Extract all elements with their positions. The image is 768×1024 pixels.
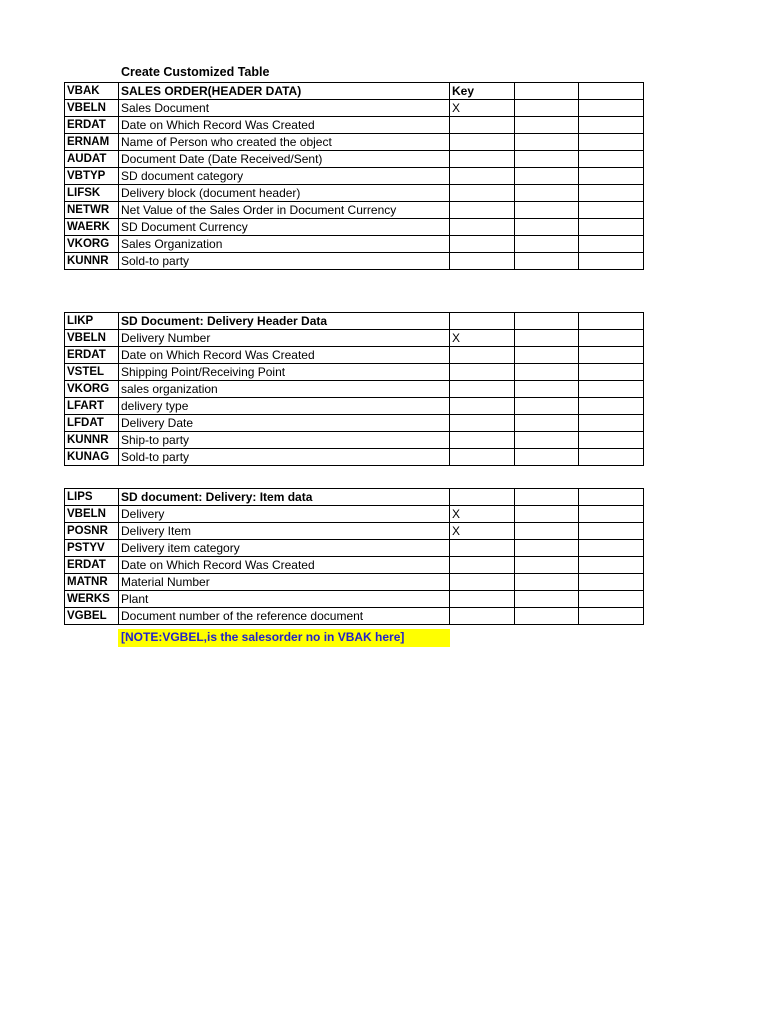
- field-code-cell[interactable]: WERKS: [65, 591, 119, 608]
- empty-cell[interactable]: [579, 100, 644, 117]
- note-highlight: [NOTE:VGBEL,is the salesorder no in VBAK here]: [118, 629, 450, 647]
- key-cell[interactable]: X: [450, 523, 515, 540]
- sheet-title: Create Customized Table: [121, 65, 270, 79]
- field-description-cell[interactable]: SD document: Delivery: Item data: [119, 489, 450, 506]
- key-cell[interactable]: [450, 489, 515, 506]
- field-code-cell[interactable]: VBELN: [65, 330, 119, 347]
- empty-cell[interactable]: [579, 381, 644, 398]
- field-code-cell[interactable]: LIPS: [65, 489, 119, 506]
- key-cell[interactable]: [450, 449, 515, 466]
- field-description-cell[interactable]: delivery type: [119, 398, 450, 415]
- field-code-cell[interactable]: VSTEL: [65, 364, 119, 381]
- key-cell[interactable]: [450, 608, 515, 625]
- empty-cell[interactable]: [515, 134, 579, 151]
- field-description-cell[interactable]: SD Document Currency: [119, 219, 450, 236]
- table-row: [65, 151, 644, 168]
- table-header-row: [65, 313, 644, 330]
- field-code-cell[interactable]: LFDAT: [65, 415, 119, 432]
- field-description-cell[interactable]: Date on Which Record Was Created: [119, 117, 450, 134]
- field-description-cell[interactable]: Date on Which Record Was Created: [119, 557, 450, 574]
- table-row: [65, 523, 644, 540]
- empty-cell[interactable]: [515, 381, 579, 398]
- field-code-cell[interactable]: LFART: [65, 398, 119, 415]
- empty-cell[interactable]: [579, 134, 644, 151]
- empty-cell[interactable]: [515, 151, 579, 168]
- field-description-cell[interactable]: Ship-to party: [119, 432, 450, 449]
- table-row: [65, 432, 644, 449]
- field-code-cell[interactable]: ERDAT: [65, 347, 119, 364]
- table-row: [65, 347, 644, 364]
- key-cell[interactable]: [450, 381, 515, 398]
- field-description-cell[interactable]: Date on Which Record Was Created: [119, 347, 450, 364]
- key-cell[interactable]: X: [450, 506, 515, 523]
- field-code-cell[interactable]: KUNNR: [65, 253, 119, 270]
- field-description-cell[interactable]: SALES ORDER(HEADER DATA): [119, 83, 450, 100]
- field-code-cell[interactable]: LIFSK: [65, 185, 119, 202]
- empty-cell[interactable]: [515, 100, 579, 117]
- table-row: [65, 608, 644, 625]
- empty-cell[interactable]: [579, 236, 644, 253]
- field-description-cell[interactable]: Delivery: [119, 506, 450, 523]
- table-row: [65, 398, 644, 415]
- key-cell[interactable]: [450, 236, 515, 253]
- empty-cell[interactable]: [579, 591, 644, 608]
- key-cell[interactable]: [450, 117, 515, 134]
- empty-cell[interactable]: [515, 489, 579, 506]
- empty-cell[interactable]: [515, 449, 579, 466]
- empty-cell[interactable]: [579, 83, 644, 100]
- key-cell[interactable]: [450, 432, 515, 449]
- table-row: [65, 100, 644, 117]
- key-cell[interactable]: [450, 364, 515, 381]
- empty-cell[interactable]: [515, 540, 579, 557]
- empty-cell[interactable]: [515, 364, 579, 381]
- field-code-cell[interactable]: WAERK: [65, 219, 119, 236]
- empty-cell[interactable]: [515, 506, 579, 523]
- table-row: [65, 168, 644, 185]
- field-code-cell[interactable]: VBTYP: [65, 168, 119, 185]
- key-cell[interactable]: [450, 347, 515, 364]
- empty-cell[interactable]: [579, 415, 644, 432]
- table-row: [65, 330, 644, 347]
- field-description-cell[interactable]: Material Number: [119, 574, 450, 591]
- table-row: [65, 449, 644, 466]
- table-row: [65, 381, 644, 398]
- empty-cell[interactable]: [579, 523, 644, 540]
- field-code-cell[interactable]: VBAK: [65, 83, 119, 100]
- empty-cell[interactable]: [579, 330, 644, 347]
- field-description-cell[interactable]: Document Date (Date Received/Sent): [119, 151, 450, 168]
- key-cell[interactable]: X: [450, 100, 515, 117]
- empty-cell[interactable]: [515, 432, 579, 449]
- field-description-cell[interactable]: Name of Person who created the object: [119, 134, 450, 151]
- empty-cell[interactable]: [579, 557, 644, 574]
- field-description-cell[interactable]: Delivery block (document header): [119, 185, 450, 202]
- key-cell[interactable]: [450, 202, 515, 219]
- empty-cell[interactable]: [579, 253, 644, 270]
- field-description-cell[interactable]: Sales Organization: [119, 236, 450, 253]
- empty-cell[interactable]: [579, 347, 644, 364]
- empty-cell[interactable]: [515, 557, 579, 574]
- field-description-cell[interactable]: SD Document: Delivery Header Data: [119, 313, 450, 330]
- field-description-cell[interactable]: Document number of the reference document: [119, 608, 450, 625]
- empty-cell[interactable]: [515, 236, 579, 253]
- field-description-cell[interactable]: SD document category: [119, 168, 450, 185]
- table-row: [65, 202, 644, 219]
- empty-cell[interactable]: [515, 83, 579, 100]
- empty-cell[interactable]: [515, 313, 579, 330]
- empty-cell[interactable]: [579, 168, 644, 185]
- empty-cell[interactable]: [579, 117, 644, 134]
- field-code-cell[interactable]: AUDAT: [65, 151, 119, 168]
- field-description-cell[interactable]: Shipping Point/Receiving Point: [119, 364, 450, 381]
- field-code-cell[interactable]: LIKP: [65, 313, 119, 330]
- field-code-cell[interactable]: NETWR: [65, 202, 119, 219]
- field-code-cell[interactable]: VGBEL: [65, 608, 119, 625]
- field-description-cell[interactable]: Sold-to party: [119, 449, 450, 466]
- field-code-cell[interactable]: ERDAT: [65, 117, 119, 134]
- table-row: [65, 415, 644, 432]
- empty-cell[interactable]: [579, 364, 644, 381]
- empty-cell[interactable]: [579, 574, 644, 591]
- table-header-row: [65, 489, 644, 506]
- table-row: [65, 236, 644, 253]
- table-row: [65, 557, 644, 574]
- field-code-cell[interactable]: ERNAM: [65, 134, 119, 151]
- table-vbak: [64, 82, 644, 270]
- key-cell[interactable]: X: [450, 330, 515, 347]
- empty-cell[interactable]: [579, 398, 644, 415]
- table-header-row: [65, 83, 644, 100]
- table-row: [65, 134, 644, 151]
- field-description-cell[interactable]: sales organization: [119, 381, 450, 398]
- field-description-cell[interactable]: Sold-to party: [119, 253, 450, 270]
- key-cell[interactable]: [450, 557, 515, 574]
- empty-cell[interactable]: [579, 489, 644, 506]
- empty-cell[interactable]: [515, 202, 579, 219]
- empty-cell[interactable]: [579, 219, 644, 236]
- empty-cell[interactable]: [515, 185, 579, 202]
- table-likp: [64, 312, 644, 466]
- table-row: [65, 219, 644, 236]
- key-cell[interactable]: [450, 151, 515, 168]
- field-code-cell[interactable]: VKORG: [65, 381, 119, 398]
- empty-cell[interactable]: [579, 151, 644, 168]
- empty-cell[interactable]: [515, 330, 579, 347]
- table-row: [65, 364, 644, 381]
- key-cell[interactable]: [450, 398, 515, 415]
- field-code-cell[interactable]: KUNAG: [65, 449, 119, 466]
- empty-cell[interactable]: [515, 253, 579, 270]
- table-row: [65, 591, 644, 608]
- field-description-cell[interactable]: Delivery Number: [119, 330, 450, 347]
- field-description-cell[interactable]: Delivery Date: [119, 415, 450, 432]
- field-code-cell[interactable]: KUNNR: [65, 432, 119, 449]
- field-code-cell[interactable]: VBELN: [65, 100, 119, 117]
- empty-cell[interactable]: [515, 574, 579, 591]
- empty-cell[interactable]: [515, 591, 579, 608]
- field-code-cell[interactable]: PSTYV: [65, 540, 119, 557]
- table-lips: [64, 488, 644, 625]
- field-code-cell[interactable]: MATNR: [65, 574, 119, 591]
- table-row: [65, 574, 644, 591]
- key-cell[interactable]: [450, 574, 515, 591]
- table-row: [65, 540, 644, 557]
- empty-cell[interactable]: [515, 117, 579, 134]
- key-cell[interactable]: [450, 134, 515, 151]
- field-code-cell[interactable]: ERDAT: [65, 557, 119, 574]
- table-row: [65, 117, 644, 134]
- empty-cell[interactable]: [579, 432, 644, 449]
- empty-cell[interactable]: [579, 608, 644, 625]
- key-cell[interactable]: Key: [450, 83, 515, 100]
- empty-cell[interactable]: [515, 523, 579, 540]
- field-code-cell[interactable]: VKORG: [65, 236, 119, 253]
- empty-cell[interactable]: [579, 540, 644, 557]
- field-code-cell[interactable]: POSNR: [65, 523, 119, 540]
- empty-cell[interactable]: [515, 168, 579, 185]
- field-description-cell[interactable]: Sales Document: [119, 100, 450, 117]
- field-description-cell[interactable]: Net Value of the Sales Order in Document Currency: [119, 202, 450, 219]
- key-cell[interactable]: [450, 168, 515, 185]
- table-row: [65, 185, 644, 202]
- table-row: [65, 253, 644, 270]
- field-description-cell[interactable]: Plant: [119, 591, 450, 608]
- field-description-cell[interactable]: Delivery item category: [119, 540, 450, 557]
- key-cell[interactable]: [450, 185, 515, 202]
- empty-cell[interactable]: [515, 398, 579, 415]
- key-cell[interactable]: [450, 219, 515, 236]
- key-cell[interactable]: [450, 540, 515, 557]
- empty-cell[interactable]: [579, 506, 644, 523]
- key-cell[interactable]: [450, 313, 515, 330]
- empty-cell[interactable]: [579, 202, 644, 219]
- empty-cell[interactable]: [579, 449, 644, 466]
- empty-cell[interactable]: [515, 415, 579, 432]
- key-cell[interactable]: [450, 253, 515, 270]
- empty-cell[interactable]: [515, 347, 579, 364]
- empty-cell[interactable]: [515, 608, 579, 625]
- key-cell[interactable]: [450, 415, 515, 432]
- field-code-cell[interactable]: VBELN: [65, 506, 119, 523]
- key-cell[interactable]: [450, 591, 515, 608]
- empty-cell[interactable]: [579, 313, 644, 330]
- field-description-cell[interactable]: Delivery Item: [119, 523, 450, 540]
- empty-cell[interactable]: [579, 185, 644, 202]
- empty-cell[interactable]: [515, 219, 579, 236]
- table-row: [65, 506, 644, 523]
